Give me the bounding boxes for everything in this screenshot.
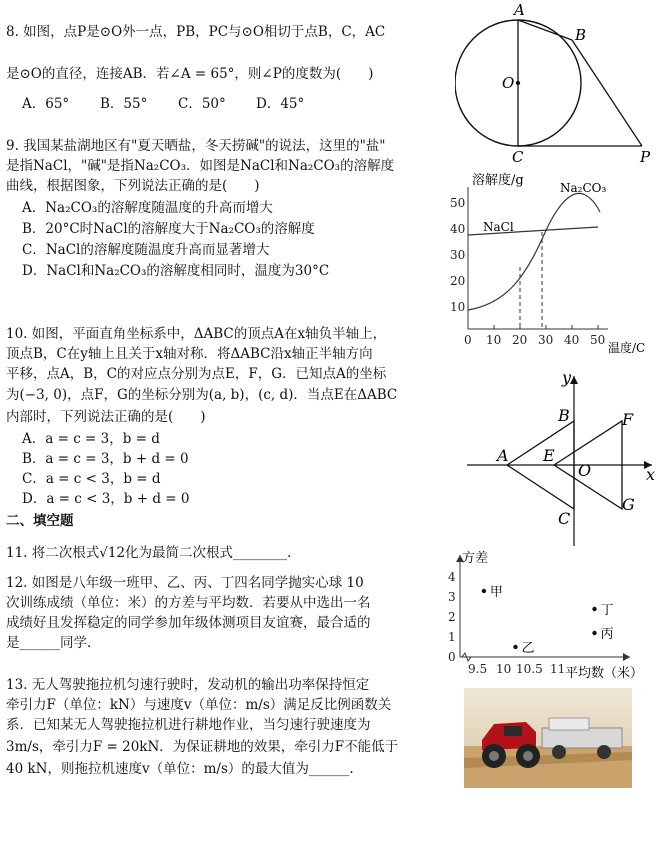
q10-option-a: A．a = c = 3，b = d [22, 431, 160, 447]
nacl-label: NaCl [483, 220, 514, 234]
label-o: O [502, 74, 515, 92]
q8-option-b: B．55° [100, 96, 148, 112]
q10-line1: 10. 如图，平面直角坐标系中，ΔABC的顶点A在x轴负半轴上， [6, 326, 387, 342]
data-point-label: 乙 [521, 641, 535, 656]
data-point-label: 丁 [600, 603, 614, 618]
data-point [482, 589, 486, 593]
y-tick: 10 [450, 300, 466, 314]
x-tick: 50 [590, 333, 606, 347]
x-tick: 10.5 [516, 662, 543, 676]
label-b: B [558, 406, 570, 425]
q8-option-d: D．45° [256, 96, 305, 112]
q9-line2: 是指NaCl，"碱"是指Na₂CO₃．如图是NaCl和Na₂CO₃的溶解度 [6, 158, 395, 174]
q9-line3: 曲线，根据图象，下列说法正确的是( ) [6, 178, 260, 194]
tangent-pb [572, 40, 642, 146]
y-tick: 40 [450, 222, 466, 236]
q9-option-c: C．NaCl的溶解度随温度升高而显著增大 [22, 242, 270, 258]
q10-line4: 为(−3, 0)，点F，G的坐标分别为(a, b)，(c, d)．当点E在ΔABC [6, 387, 398, 403]
x-axis-label: 温度/C [608, 341, 646, 355]
chord-ab [518, 20, 572, 40]
y-tick: 0 [448, 650, 456, 664]
q10-line2: 顶点B，C在y轴上且关于x轴对称．将ΔABC沿x轴正半轴方向 [6, 346, 373, 362]
y-tick: 50 [450, 196, 466, 210]
q8-line1: 8. 如图，点P是⊙O外一点，PB，PC与⊙O相切于点B，C，AC [6, 24, 386, 40]
q13-line1: 13. 无人驾驶拖拉机匀速行驶时，发动机的输出功率保持恒定 [6, 677, 370, 693]
q13-line5: 40 kN，则拖拉机速度v（单位：m/s）的最大值为______. [6, 761, 354, 777]
x-tick: 10 [496, 662, 512, 676]
q9-option-b: B．20°C时NaCl的溶解度大于Na₂CO₃的溶解度 [22, 221, 315, 237]
q9-option-a: A．Na₂CO₃的溶解度随温度的升高而增大 [22, 200, 273, 216]
q13-line3: 系．已知某无人驾驶拖拉机进行耕地作业，当匀速行驶速度为 [6, 717, 371, 733]
data-point [592, 607, 596, 611]
q13-line2: 牵引力F（单位：kN）与速度v（单位：m/s）满足反比例函数关 [6, 697, 392, 713]
q12-line4: 是______同学. [6, 635, 92, 651]
q12-line1: 12. 如图是八年级一班甲、乙、丙、丁四名同学抛实心球 10 [6, 575, 364, 591]
y-axis-label: 方差 [462, 551, 489, 566]
q10-option-c: C．a = c < 3，b = d [22, 471, 161, 487]
q11-text: 11. 将二次根式√12化为最简二次根式________. [6, 545, 292, 561]
y-tick: 1 [448, 630, 456, 644]
y-tick: 4 [448, 570, 456, 584]
label-p: P [640, 148, 651, 165]
q13-line4: 3m/s，牵引力F = 20kN．为保证耕地的效果，牵引力F不能低于 [6, 739, 399, 755]
x-tick: 20 [512, 333, 528, 347]
na2co3-curve [468, 193, 600, 310]
na2co3-label: Na₂CO₃ [560, 181, 607, 195]
q12-scatter-chart [440, 545, 650, 685]
q10-line3: 平移，点A，B，C的对应点分别为点E，F，G．已知点A的坐标 [6, 366, 387, 382]
label-y: y [562, 368, 572, 387]
center-dot [516, 81, 520, 85]
label-a: A [497, 446, 509, 465]
q12-line3: 成绩好且发挥稳定的同学参加年级体测项目友谊赛，最合适的 [6, 615, 371, 631]
label-e: E [543, 446, 555, 465]
label-o: O [578, 461, 592, 480]
tractor-photo [464, 688, 632, 788]
x-tick: 10 [486, 333, 502, 347]
label-g: G [622, 495, 635, 514]
data-point-label: 甲 [489, 585, 503, 600]
y-axis-label: 溶解度/g [472, 173, 524, 188]
data-point-label: 丙 [600, 627, 614, 642]
y-tick: 20 [450, 274, 466, 288]
q9-option-d: D．NaCl和Na₂CO₃的溶解度相同时，温度为30°C [22, 263, 330, 279]
label-c: C [512, 148, 524, 165]
y-tick: 3 [448, 590, 456, 604]
q12-line2: 次训练成绩（单位：米）的方差与平均数．若要从中选出一名 [6, 595, 371, 611]
q9-line1: 9. 我国某盐湖地区有"夏天晒盐，冬天捞碱"的说法，这里的"盐" [6, 138, 386, 154]
q9-solubility-chart [448, 172, 658, 357]
label-x: x [646, 465, 656, 484]
label-b: B [575, 26, 587, 44]
data-point [513, 645, 517, 649]
x-tick: 11 [550, 662, 566, 676]
label-c: C [558, 509, 571, 528]
label-f: F [622, 410, 634, 429]
q10-coordinate-figure [462, 368, 662, 548]
q8-circle-figure [455, 0, 660, 165]
x-tick: 30 [538, 333, 554, 347]
data-point [592, 631, 596, 635]
q10-option-d: D．a = c < 3，b + d = 0 [22, 491, 190, 507]
x-tick: 0 [464, 333, 472, 347]
x-axis-label: 平均数（米） [565, 666, 644, 681]
q10-option-b: B．a = c = 3，b + d = 0 [22, 451, 189, 467]
q10-line5: 内部时，下列说法正确的是( ) [6, 409, 206, 425]
label-a: A [514, 1, 525, 19]
y-tick: 30 [450, 248, 466, 262]
x-tick: 40 [564, 333, 580, 347]
q8-line2: 是⊙O的直径，连接AB．若∠A = 65°，则∠P的度数为( ) [6, 66, 374, 82]
q8-option-c: C．50° [178, 96, 226, 112]
y-tick: 2 [448, 610, 456, 624]
x-tick: 9.5 [468, 662, 488, 676]
section-title-fill-in: 二、填空题 [6, 513, 74, 529]
q8-option-a: A．65° [22, 96, 70, 112]
